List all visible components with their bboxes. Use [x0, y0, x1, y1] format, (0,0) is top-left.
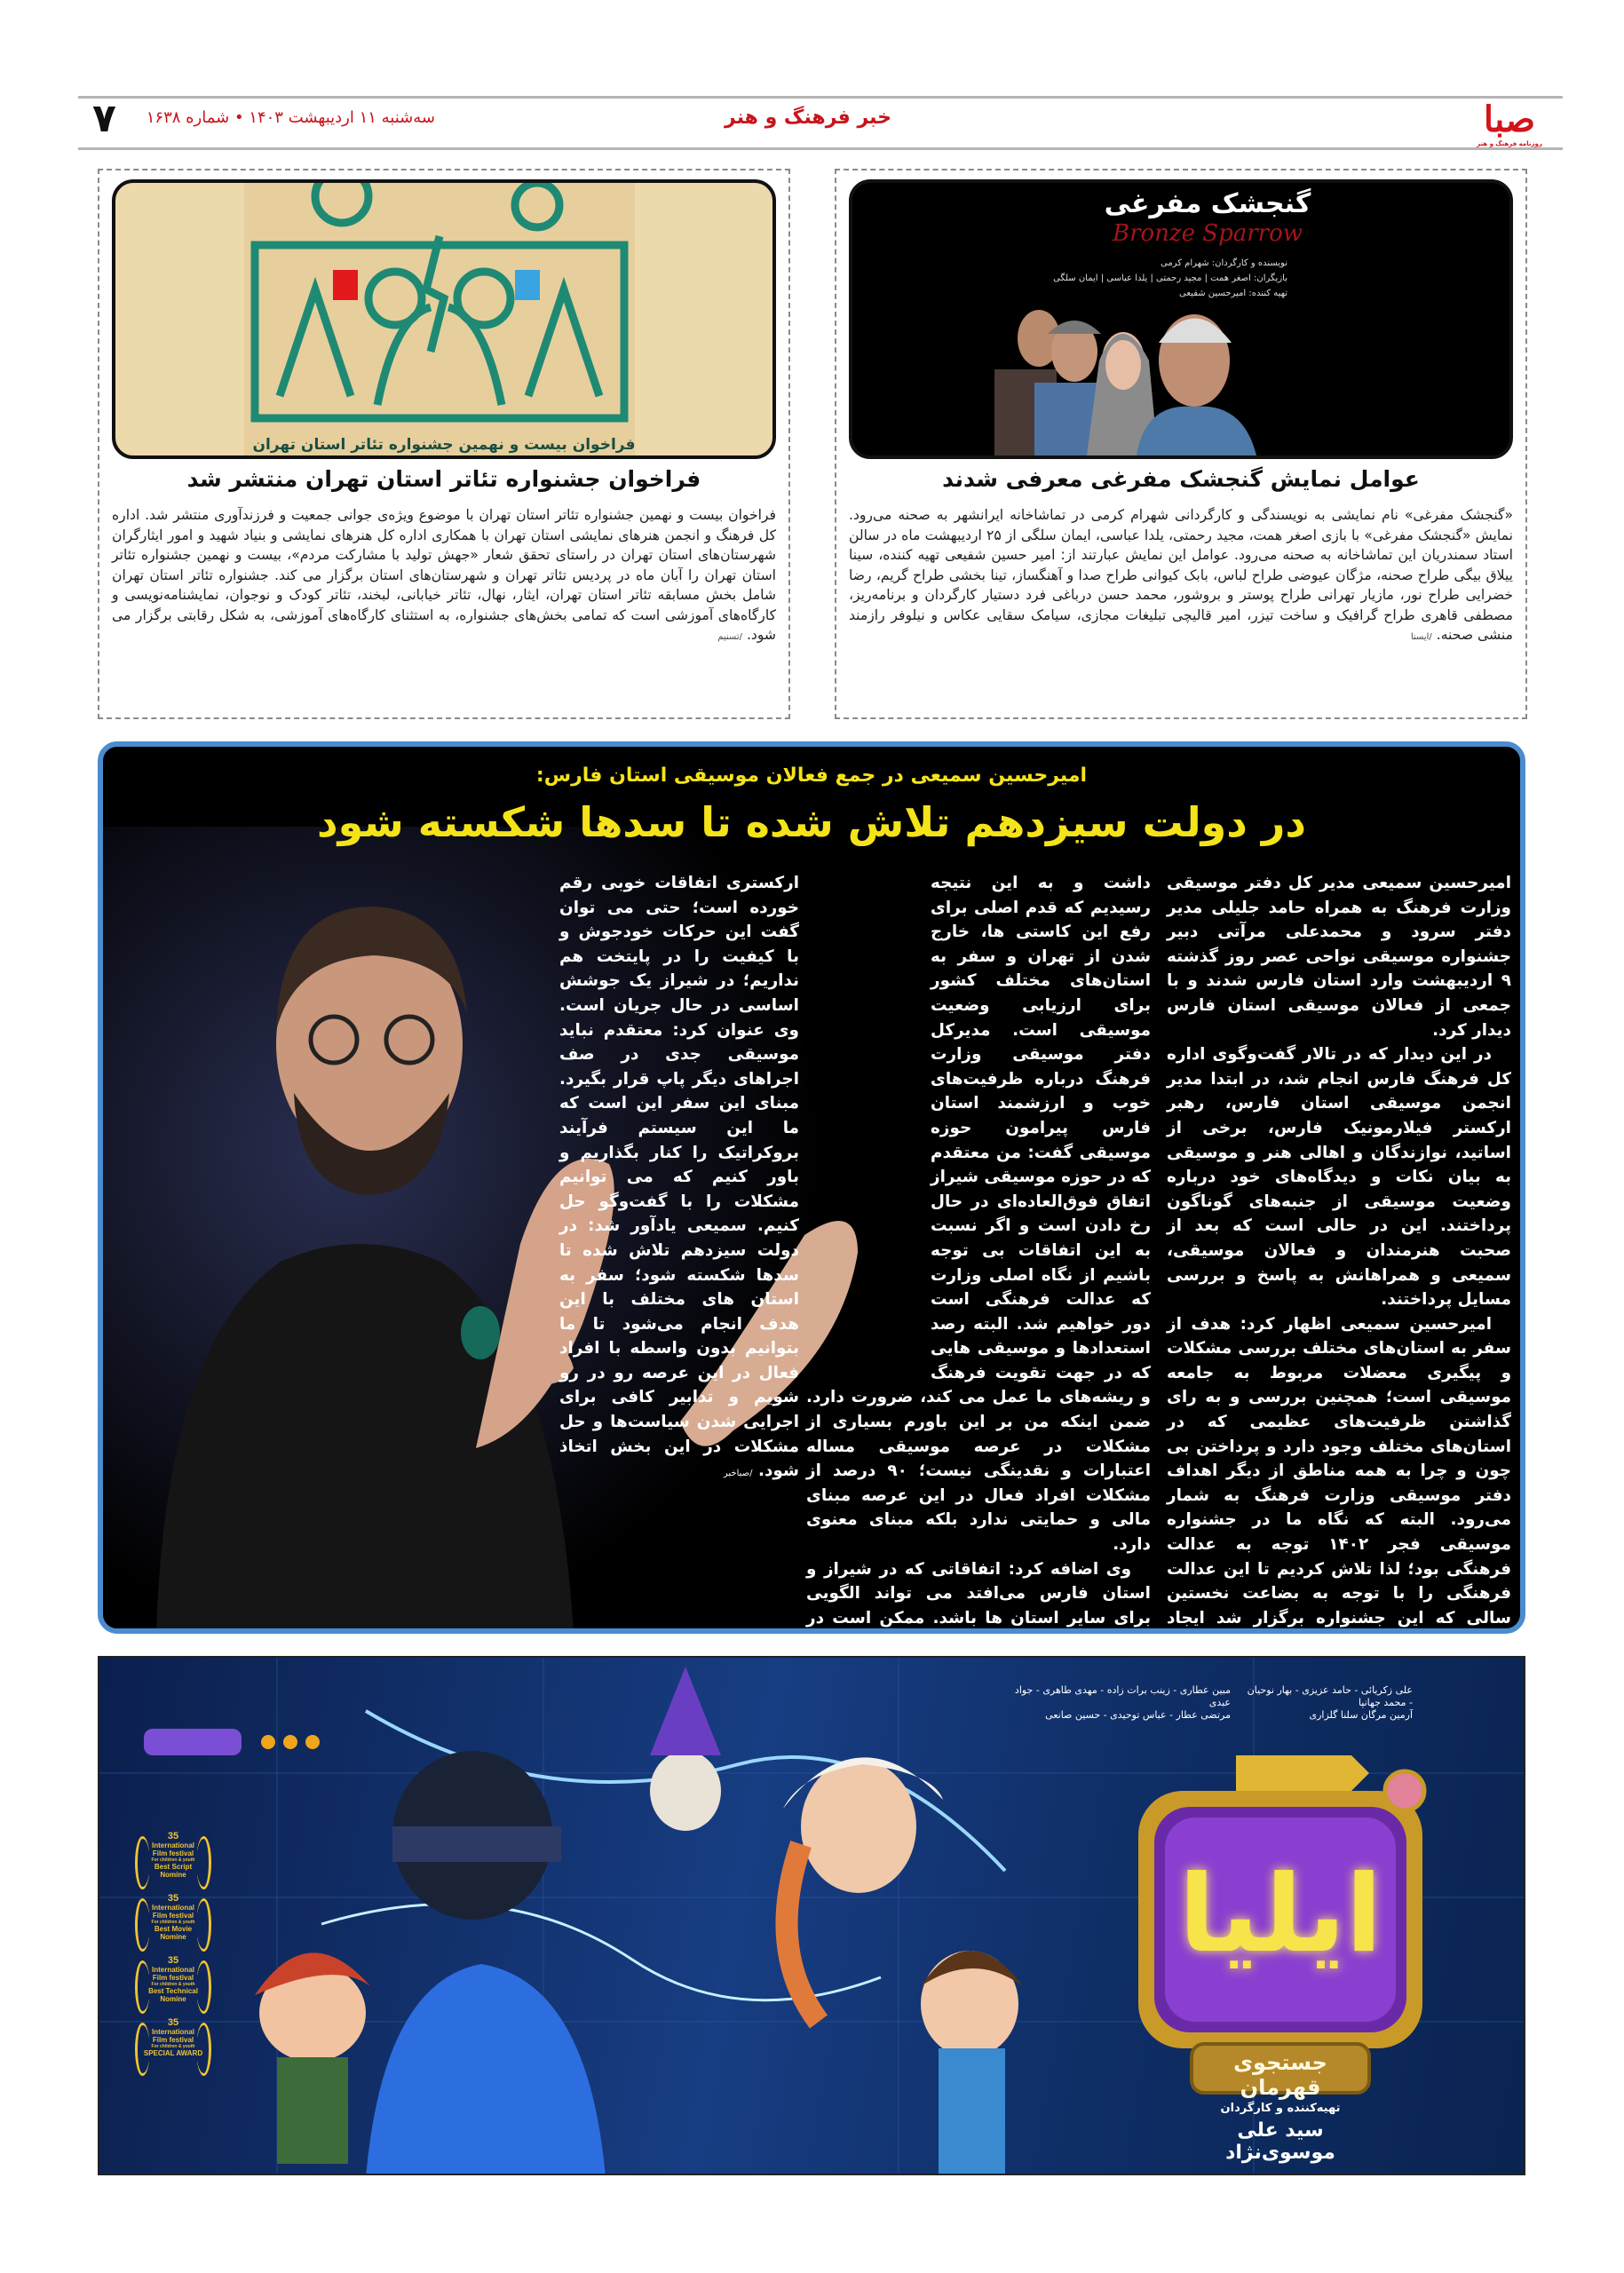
newspaper-logo[interactable] — [1456, 99, 1563, 147]
poster-caption: فراخوان بیست و نهمین جشنواره تئاتر استان تهران — [252, 436, 636, 454]
poster-title: گنجشک مفرغی — [1104, 188, 1311, 219]
article-body — [849, 505, 1513, 648]
festival-laurel-badge: 35 International Film festival For children & youth Best Movie Nomine — [142, 1893, 204, 1950]
bronze-sparrow-poster — [849, 179, 1513, 459]
logo-text: صبا — [1483, 99, 1536, 140]
header-top-rule — [78, 96, 1563, 99]
article-column-2 — [806, 871, 1151, 1634]
article-column-1 — [1167, 871, 1511, 1634]
cast-credits-left — [1009, 1684, 1231, 1722]
movie-advertisement[interactable] — [98, 1656, 1525, 2175]
article-source: /ایسنا — [1410, 632, 1432, 642]
article-kicker: امیرحسین سمیعی در جمع فعالان موسیقی استان فارس: — [535, 764, 1088, 787]
festival-laurel-badge: 35 International Film festival For children & youth Best Script Nomine — [142, 1831, 204, 1888]
article-body — [112, 505, 776, 648]
poster-credit: نویسنده و کارگردان: شهرام کرمی — [1160, 258, 1287, 268]
festival-artwork — [244, 183, 635, 455]
paragraph: داشت و به این نتیجه رسیدیم که قدم اصلی برای رفع این کاستی ها، خارج شدن از تهران و سفر به استان‌های مختلف کشور برای ارزیابی وضعیت موسیقی است. مدیرکل دفتر موسیقی وزارت فرهنگ درباره ظرفیت‌های خوب و ارزشمند استان فارس پیرامون حوزه موسیقی گفت: من معتقدم که در حوزه موسیقی شیراز اتفاق فوق‌العاده‌ای در حال رخ دادن است و اگر نسبت به این اتفاقات بی توجه باشیم از نگاه اصلی وزارت که عدالت فرهنگی است دور خواهیم شد. البته رصد استعدادها و موسیقی هایی که در جهت تقویت فرهنگ و ریشه‌های ما عمل می کند، ضرورت دارد. ضمن اینکه من بر این باورم بسیاری از مشکلات در عرصه موسیقی مساله اعتبارات و نقدینگی نیست؛ ۹۰ درصد از مشکلات افراد فعال در این عرصه مبنای مالی و حمایتی ندارد بلکه مبنای معنوی دارد. — [806, 874, 1151, 1555]
paragraph: امیرحسین سمیعی مدیر کل دفتر موسیقی وزارت فرهنگ به همراه حامد جلیلی مدیر دفتر سرود و محمدعلی مرآتی دبیر جشنواره موسیقی نواحی عصر روز گذشته ۹ اردیبهشت وارد استان فارس شدند و با جمعی از فعالان موسیقی استان فارس دیدار کرد. — [1167, 874, 1511, 1040]
festival-poster — [112, 179, 776, 459]
movie-logo: ایلیا — [1178, 1853, 1382, 1976]
paragraph: در این دیدار که در تالار گفت‌وگوی اداره کل فرهنگ فارس انجام شد، در ابتدا مدیر انجمن موسیقی استان فارس، رهبر ارکستر فیلارمونیک فارس، برخی از اساتید، نوازندگان و اهالی هنر و موسیقی به بیان نکات و دیدگاه‌های خود درباره وضعیت موسیقی از جنبه‌های گوناگون پرداختند. این در حالی است که بعد از صحبت هنرمندان و فعالان موسیقی، سمیعی و همراهانش به پاسخ و بررسی مسایل پرداختند. — [1167, 1045, 1511, 1310]
main-article-music — [98, 741, 1525, 1634]
paragraph: ارکستری اتفاقات خوبی رقم خورده است؛ حتی می توان گفت این حرکات خودجوش و با کیفیت را در پایتخت هم نداریم؛ در شیراز یک جوشش اساسی در حال جریان است. وی عنوان کرد: معتقدم نباید موسیقی جدی در صف اجراهای دیگر پاپ قرار بگیرد. مبنای این سفر این است که ما این سیستم فرآیند بروکراتیک را کنار بگذاریم و باور کنیم که می توانیم مشکلات را با گفت‌وگو حل کنیم. سمیعی یادآور شد: در دولت سیزدهم تلاش شده تا سدها شکسته شود؛ سفر به استان های مختلف با این هدف انجام می‌شود تا ما بتوانیم بدون واسطه با افراد فعال در این عرصه رو در رو شویم و تدابیر کافی برای اجرایی شدن سیاست‌ها و حل مشکلات در این بخش اتخاذ شود. — [559, 874, 799, 1481]
header-bottom-rule — [78, 147, 1563, 150]
article-theatre-festival — [98, 169, 790, 719]
article-source: /تسنیم — [717, 632, 742, 642]
hand-wrap-spacer — [806, 1137, 931, 1368]
producer-label: تهیه‌کننده و کارگردان — [1220, 2102, 1341, 2115]
article-source: /صباخبر — [723, 1469, 753, 1479]
paragraph: امیرحسین سمیعی اظهار کرد: هدف از سفر به استان‌های مختلف بررسی مشکلات و پیگیری معضلات مربوط به جامعه موسیقی است؛ همچنین بررسی و به رای گذاشتن ظرفیت‌های عظیمی که در استان‌های مختلف وجود دارد و پرداختن بی چون و چرا به همه مناطق از دیگر اهداف دفتر موسیقی وزارت فرهنگ به شمار می‌رود. البته که نگاه ما در جشنواره موسیقی فجر ۱۴۰۲ توجه به عدالت فرهنگی بود؛ لذا تلاش کردیم تا این عدالت فرهنگی را با توجه به بضاعت نخستین سالی که این جشنواره برگزار شد ایجاد — [1167, 1314, 1511, 1628]
article-text: فراخوان بیست و نهمین جشنواره تئاتر استان تهران با موضوع ویژه‌ی جوانی جمعیت و فرزندآوری منتشر شد. اداره کل فرهنگ و انجمن هنرهای نمایشی استان تهران با همکاری اداره کل هنرهای نمایشی و بنیاد شهید و امور ایثارگران شهرستان‌های استان تهران در راستای تحقق شعار «جهش تولید با مشارکت مردم»، بیست و نهمین جشنواره تئاتر استان تهران را آبان ماه در پردیس تئاتر تهران و شهرستان‌های استان برگزار می کند. جشنواره تئاتر استان تهران شامل بخش مسابقه تئاتر استان تهران، ایثار، نهال، تئاتر خیابانی، لبخند، تئاتر کودک و نوجوان، نمایشنامه‌نویسی و کارگاه‌های آموزشی است که تمامی بخش‌های جشنواره، به استثنای کارگاه‌های آموزشی، به شکل رقابتی برگزار می شود. — [112, 507, 776, 643]
article-headline: فراخوان جشنواره تئاتر استان تهران منتشر شد — [186, 466, 701, 492]
hand-wrap-spacer — [444, 1093, 559, 1466]
festival-laurel-badge: 35 International Film festival For children & youth Best Technical Nomine — [142, 1955, 204, 2012]
article-headline: عوامل نمایش گنجشک مفرغی معرفی شدند — [942, 466, 1420, 492]
paragraph: وی اضافه کرد: اتفاقاتی که در شیراز و استان فارس می‌افتد می تواند الگویی برای سایر استان ها باشد. ممکن است در — [806, 1559, 1151, 1628]
festival-laurel-badge: 35 International Film festival For children & youth SPECIAL AWARD — [142, 2017, 204, 2074]
page-number: ۷ — [92, 96, 116, 141]
poster-credit: تهیه کننده: امیرحسین شفیعی — [1179, 289, 1287, 298]
actors-photo — [852, 183, 1513, 455]
section-title: خبر فرهنگ و هنر — [725, 107, 891, 129]
article-bronze-sparrow — [835, 169, 1527, 719]
cast-line: علی زکریائی - حامد عزیزی - بهار نوحیان - محمد جهانپا — [1247, 1684, 1413, 1708]
logo-subtitle: روزنامه فرهنگ و هنر — [1477, 140, 1542, 147]
cast-line: مبین عطاری - زینب برات زاده - مهدی طاهری - جواد عبدی — [1014, 1684, 1231, 1708]
article-column-3 — [444, 871, 799, 1486]
movie-subtitle: جستجوی قهرمان — [1233, 2050, 1327, 2100]
cast-line: آرمین مرگان سلنا گلزاری — [1309, 1709, 1413, 1721]
issue-date: سه‌شنبه ۱۱ اردیبهشت ۱۴۰۳ • شماره ۱۶۳۸ — [146, 108, 435, 127]
cast-credits-right — [1244, 1684, 1413, 1722]
producer-name: سید علی موسوی‌نژاد — [1225, 2119, 1335, 2164]
article-text: «گنجشک مفرغی» نام نمایشی به نویسندگی و کارگردانی شهرام کرمی در تماشاخانه ایرانشهر به صحنه می‌رود. نمایش «گنجشک مفرغی» با بازی اصغر همت، مجید رحمتی، یلدا عباسی، ایمان سلگی از ۲۵ اردیبهشت ماه در سالن استاد سمندریان این تماشاخانه به صحنه می‌رود. عوامل این نمایش عبارتند از: امیر حسین شفیعی تهیه کننده، سینا ییلاق بیگی طراح صحنه، مژگان عیوضی طراح لباس، بابک کیوانی طراح صدا و آهنگساز، تینا بخشی طراح گریم، رضا خضرایی طراح نور، مازیار تهرانی طراح پوستر و بروشور، محمد حسن درباغی فرد دستیار کارگردان و برنامه‌ریز، مصطفی قاهری طراح گرافیک و ساخت تیزر، امیر قالیچی تبلیغات مجازی، سیامک سقایی عکاس و نیلوفر رازمند منشی صحنه. — [849, 507, 1514, 643]
cast-line: مرتضی عطار - عباس توحیدی - حسین صانعی — [1045, 1709, 1231, 1721]
poster-title-en: Bronze Sparrow — [1112, 220, 1303, 247]
article-headline: در دولت سیزدهم تلاش شده تا سدها شکسته شود — [317, 798, 1306, 846]
poster-credit: بازیگران: اصغر همت | مجید رحمتی | یلدا عباسی | ایمان سلگی — [1053, 273, 1287, 283]
